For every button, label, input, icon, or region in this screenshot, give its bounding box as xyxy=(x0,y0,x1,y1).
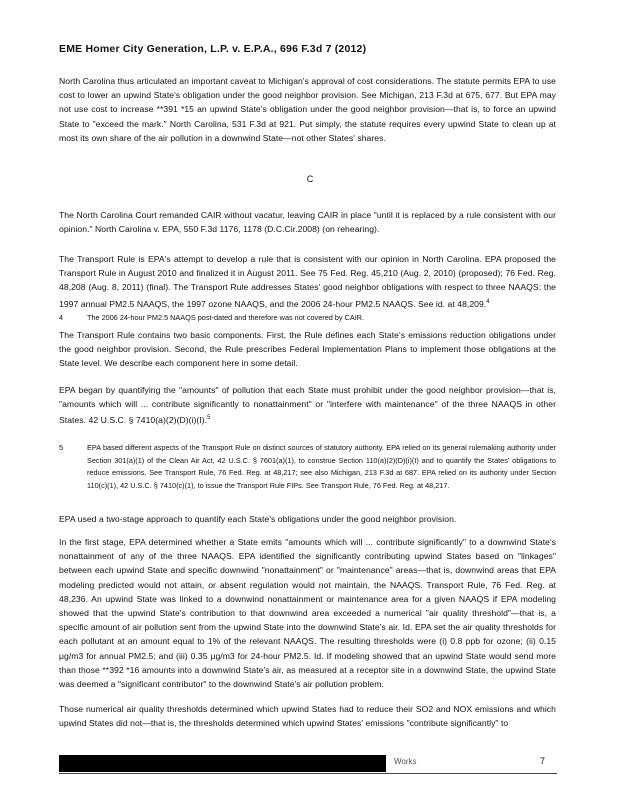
case-header: EME Homer City Generation, L.P. v. E.P.A., 696 F.3d 7 (2012) xyxy=(59,43,367,55)
paragraph-transport-rule-text: The Transport Rule is EPA's attempt to develop a rule that is consistent with our opinion in North Carolina. EPA proposed the Transport Rule in August 2010 and finalized it in August 2011. See 75 Fed. Reg. 45,210 (Aug. 2, 2010) (proposed); 76 Fed. Reg. 48,208 (Aug. 8, 2011) (final). The Transport Rule addresses States' good neighbor obligations with respect to three NAAQS: the 1997 annual PM2.5 NAAQS, the 1997 ozone NAAQS, and the 2006 24-hour PM2.5 NAAQS. See id. at 48,209. xyxy=(59,254,556,309)
footnote-ref-5[interactable]: 5 xyxy=(207,415,211,422)
footnote-4 xyxy=(59,312,556,325)
footnote-5-number[interactable]: 5 xyxy=(59,443,64,452)
paragraph-thresholds: Those numerical air quality thresholds determined which upwind States had to reduce their SO2 and NOX emissions and which upwind States did not—that is, the thresholds determined which upwind States' emissions "contribute significantly" to xyxy=(59,704,556,729)
footnote-5 xyxy=(59,442,556,492)
footer-redaction-bar xyxy=(59,755,386,772)
paragraph-first-stage: In the first stage, EPA determined whether a State emits "amounts which will ... contribute significantly" to a downwind State's nonattainment of any of the three NAAQS. EPA identified the significantly contributing upwind States based on "linkages" between each upwind State and specific downwind "nonattainment" or "maintenance" areas—that is, downwind areas that EPA modeling predicted would not attain, or absent regulation would not maintain, the NAAQS. Transport Rule, 76 Fed. Reg. at 48,236. An upwind State was linked to a downwind nonattainment or maintenance area for a given NAAQS if EPA modeling showed that the upwind State's contribution to that downwind area exceeded a numerical "air quality threshold"—that is, a specific amount of air pollution sent from the upwind State into the downwind State's air. Id. EPA set the air quality thresholds for each pollutant at an amount equal to 1% of the relevant NAAQS. The resulting thresholds were (i) 0.8 ppb for ozone; (ii) 0.15 μg/m3 for annual PM2.5; and (iii) 0.35 μg/m3 for 24-hour PM2.5. Id. If modeling showed that an upwind State would send more than those **392 *16 amounts into a downwind State's air, as measured at a receptor site in a downwind State, the upwind State was deemed a "significant contributor" to the downwind State's air pollution problem. xyxy=(59,537,556,690)
footnote-4-text: The 2006 24-hour PM2.5 NAAQS post-dated and therefore was not covered by CAIR. xyxy=(87,313,365,322)
footnote-4-number[interactable]: 4 xyxy=(59,313,64,322)
paragraph-two-components: The Transport Rule contains two basic components. First, the Rule defines each State's emissions reduction obligations under the good neighbor provision. Second, the Rule prescribes Federal Implementation Plans to implement those obligations at the State level. We describe each component here in some detail. xyxy=(59,330,556,369)
footnote-ref-4[interactable]: 4 xyxy=(486,298,490,305)
page-number: 7 xyxy=(540,756,546,766)
section-heading-c: C xyxy=(306,174,314,184)
paragraph-remand: The North Carolina Court remanded CAIR without vacatur, leaving CAIR in place "until it is replaced by a rule consistent with our opinion." North Carolina v. EPA, 550 F.3d 1176, 1178 (D.C.Cir.2008) (on rehearing). xyxy=(59,210,556,235)
footer-rule xyxy=(59,773,557,774)
footnote-5-text: EPA based different aspects of the Transport Rule on distinct sources of statutory authority. EPA relied on its general rulemaking authority under Section 301(a)(1) of the Clean Air Act, 42 U.S.C. § 7601(a)(1), to construe Section 110(a)(2)(D)(i)(I) and to quantify the States' obligations to reduce emissions. See Transport Rule, 76 Fed. Reg. at 48,217; see also Michigan, 213 F.3d at 687. EPA relied on its authority under Section 110(c)(1), 42 U.S.C. § 7410(c)(1), to issue the Transport Rule FIPs. See Transport Rule, 76 Fed. Reg. at 48,217. xyxy=(87,443,556,490)
paragraph-quantifying-text: EPA began by quantifying the "amounts" of pollution that each State must prohibit under the good neighbor provision—that is, "amounts which will ... contribute significantly to nonattainment" or "interfere with maintenance" of the three NAAQS in other States. 42 U.S.C. § 7410(a)(2)(D)(i)(I). xyxy=(59,385,556,426)
paragraph-two-stage: EPA used a two-stage approach to quantify each State's obligations under the good neighbor provision. xyxy=(59,514,457,524)
paragraph-quantifying-amounts xyxy=(59,383,556,427)
paragraph-transport-rule-intro xyxy=(59,252,556,311)
footer-label: Works xyxy=(394,757,417,766)
paragraph-north-carolina-caveat: North Carolina thus articulated an important caveat to Michigan's approval of cost considerations. The statute permits EPA to use cost to lower an upwind State's obligation under the good neighbor provision. See Michigan, 213 F.3d at 675, 677. But EPA may not use cost to increase **391 *15 an upwind State's obligation under the good neighbor provision—that is, to force an upwind State to "exceed the mark." North Carolina, 531 F.3d at 921. Put simply, the statute requires every upwind State to clean up at most its own share of the air pollution in a downwind State—not other States' shares. xyxy=(59,76,556,143)
